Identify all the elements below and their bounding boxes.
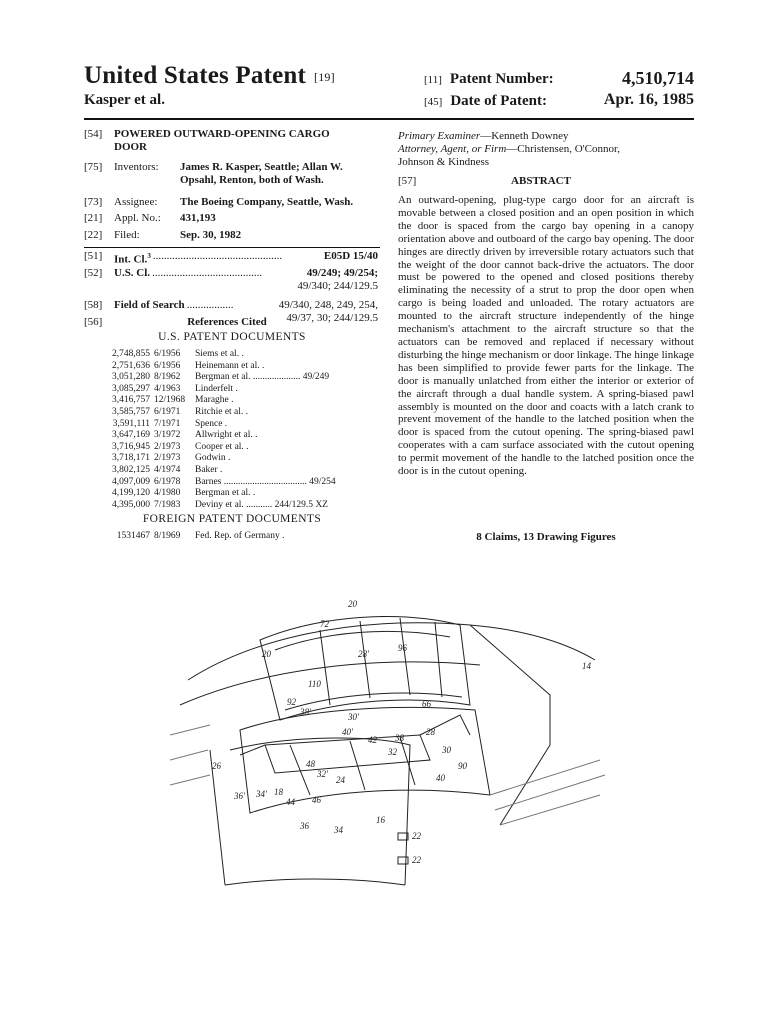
ref-numeral: 32 (388, 747, 397, 757)
ref-numeral: 38 (395, 733, 404, 743)
ref-numeral: 66 (422, 699, 431, 709)
reference-row (106, 442, 378, 454)
attorney: Attorney, Agent, or Firm—Christensen, O'Connor, (398, 143, 620, 155)
ref-numeral: 30' (348, 712, 359, 722)
ref-numeral: 42 (368, 735, 377, 745)
claims-count: 8 Claims, 13 Drawing Figures (476, 531, 616, 543)
examiner-block (398, 130, 694, 169)
attorney-continued: Johnson & Kindness (398, 156, 490, 168)
ref-numeral: 20 (348, 599, 357, 609)
ref-numeral: 72 (320, 619, 329, 629)
reference-name: Ritchie et al. . (195, 406, 249, 417)
reference-row (106, 395, 378, 407)
ref-numeral: 30 (442, 745, 451, 755)
patent-number: 4,510,714 (622, 68, 694, 88)
us-patent-documents-heading: U.S. PATENT DOCUMENTS (158, 331, 306, 343)
country-code: [19] (314, 70, 335, 84)
reference-name: Heinemann et al. . (195, 360, 265, 371)
reference-date: 4/1963 (154, 383, 181, 394)
reference-date: 4/1974 (154, 464, 181, 475)
reference-row (106, 384, 378, 396)
references-heading: [56] References Cited (84, 316, 267, 328)
fuselage-outline-mid (180, 662, 480, 705)
reference-number: 2,751,636 (112, 360, 150, 371)
reference-number: 2,748,855 (112, 349, 150, 359)
reference-date: 6/1978 (154, 476, 181, 487)
ref-numeral: 26 (212, 761, 221, 771)
ref-numeral: 28' (358, 649, 369, 659)
reference-number: 3,802,125 (112, 464, 150, 475)
reference-row (106, 419, 378, 431)
date-of-patent-label: [45] Date of Patent: (424, 93, 547, 109)
reference-number: 3,585,757 (112, 406, 150, 417)
appl-no-field: [21] Appl. No.: 431,193 (84, 212, 216, 224)
reference-number: 3,591,111 (112, 418, 150, 429)
search-continued: 49/37, 30; 244/129.5 (286, 311, 378, 324)
reference-row (106, 531, 378, 543)
ref-numeral: 90 (458, 761, 467, 771)
abstract-text: An outward-opening, plug-type cargo door for an aircraft is movable between a closed position and an open position in which the door is spaced from the cargo bay opening in a canopy orientation above and outboard of the cargo bay opening. The door hinges are directly driven by irreversible rotary actuators such that the weight of the door cannot back-drive the actuators. The door must be powered to the opened and closed positions thereby eliminating the necessity of a strut to prop the door open when cargo is being loaded and unloaded. The rotary actuators are mounted to the aircraft structure independently of the hinge mechanism's attachment to the aircraft structure so that the actuators can be removed and replaced if necessary without disturbing the hinge mechanism or door linkage. The hinge linkage has been simplified to provide fewer parts for the linkage. The door is manually unlatched from either the interior or exterior of the aircraft through a dual handle system. A spring-biased pawl assembly is mounted on the door and coacts with a latch crank to prevent movement of the handle to the latched position when the door is spaced from the cutout opening. The spring-biased pawl cooperates with a cam surface associated with the cutout opening to permit movement of the handle to the latched position once the door is in the cutout opening. (398, 194, 694, 478)
reference-date: 8/1969 (154, 531, 181, 541)
reference-row (106, 453, 378, 465)
reference-name: Bergman et al. .................... 49/249 (195, 372, 330, 383)
ref-numeral: 34' (256, 789, 267, 799)
reference-name: Barnes ................................... 49/254 (195, 476, 336, 487)
reference-row (106, 372, 378, 384)
reference-number: 3,718,171 (112, 453, 150, 464)
reference-number: 3,647,169 (112, 430, 150, 441)
foreign-patent-documents-heading: FOREIGN PATENT DOCUMENTS (142, 513, 322, 525)
reference-row (106, 349, 378, 361)
ref-numeral: 22 (412, 855, 421, 865)
reference-date: 7/1983 (154, 499, 181, 510)
ref-numeral: 40' (342, 727, 353, 737)
reference-date: 6/1956 (154, 349, 181, 359)
patent-drawing-figure (170, 585, 610, 895)
fuselage-outline-right (470, 625, 550, 825)
ref-numeral: 16 (376, 815, 385, 825)
reference-row (106, 488, 378, 500)
reference-number: 3,716,945 (112, 441, 150, 452)
reference-number: 1531467 (116, 531, 150, 541)
ref-numeral: 96 (398, 643, 407, 653)
ref-numeral: 20 (262, 649, 271, 659)
reference-row (106, 500, 378, 512)
int-cl-field: [51] Int. Cl.$^3$ ............................................... E05D 15/40 (84, 250, 378, 266)
reference-number: 3,051,280 (112, 372, 150, 383)
ref-numeral: 36 (300, 821, 309, 831)
reference-row (106, 465, 378, 477)
reference-row (106, 430, 378, 442)
abstract-heading: [57] ABSTRACT (398, 175, 571, 187)
ref-numeral: 22 (412, 831, 421, 841)
title-field: [54] POWERED OUTWARD-OPENING CARGO DOOR (84, 128, 330, 153)
ref-numeral: 18 (274, 787, 283, 797)
reference-name: Linderfelt . (195, 383, 238, 394)
ref-numeral: 14 (582, 661, 591, 671)
reference-number: 3,416,757 (112, 395, 150, 406)
header-rule (84, 118, 694, 120)
reference-date: 8/1962 (154, 372, 181, 383)
reference-name: Maraghe . (195, 395, 234, 406)
reference-date: 12/1968 (154, 395, 186, 406)
ref-numeral: 32' (317, 769, 328, 779)
ref-numeral: 24 (336, 775, 345, 785)
reference-date: 4/1980 (154, 488, 181, 499)
bibliographic-data (84, 128, 380, 242)
reference-row (106, 477, 378, 489)
patent-country-title: United States Patent [19] (84, 62, 335, 89)
reference-name: Godwin . (195, 453, 231, 464)
reference-name: Cooper et al. . (195, 441, 249, 452)
ref-numeral: 34 (334, 825, 343, 835)
ref-numeral: 28 (426, 727, 435, 737)
inventors-field: [75] Inventors: James R. Kasper, Seattle; Allan W. Opsahl, Renton, both of Wash. (84, 161, 343, 186)
us-cl-continued: 49/340; 244/129.5 (297, 279, 378, 292)
ref-numeral: 48 (306, 759, 315, 769)
assignee-field: [73] Assignee: The Boeing Company, Seattle, Wash. (84, 196, 354, 208)
reference-number: 4,395,000 (112, 499, 150, 510)
bib-divider (84, 247, 380, 248)
reference-number: 3,085,297 (112, 383, 150, 394)
cargo-cutout (240, 707, 490, 813)
ref-numeral: 46 (312, 795, 321, 805)
foreign-references-list (106, 531, 378, 543)
reference-name: Allwright et al. . (195, 430, 258, 441)
field-of-search: [58] Field of Search ................. 49/340, 248, 249, 254, (84, 298, 378, 311)
reference-name: Siems et al. . (195, 349, 244, 359)
date-of-patent: Apr. 16, 1985 (603, 91, 694, 108)
ref-numeral: 40 (436, 773, 445, 783)
ref-numeral: 92 (287, 697, 296, 707)
ref-numeral: 36' (234, 791, 245, 801)
us-references-list (106, 349, 378, 511)
reference-date: 7/1971 (154, 418, 181, 429)
classification-data (84, 250, 378, 325)
inventors-short: Kasper et al. (84, 92, 165, 108)
us-cl-field: [52] U.S. Cl. ........................................ 49/249; 49/254; (84, 266, 378, 279)
reference-name: Baker . (195, 464, 223, 475)
reference-date: 6/1971 (154, 406, 181, 417)
ref-numeral: 38' (300, 707, 311, 717)
patent-number-label: [11] Patent Number: (424, 71, 554, 87)
reference-name: Bergman et al. . (195, 488, 256, 499)
reference-row (106, 407, 378, 419)
reference-number: 4,097,009 (112, 476, 150, 487)
reference-date: 2/1973 (154, 453, 181, 464)
reference-name: Fed. Rep. of Germany . (195, 531, 285, 541)
reference-row (106, 361, 378, 373)
reference-date: 2/1973 (154, 441, 181, 452)
reference-date: 3/1972 (154, 430, 181, 441)
primary-examiner: Primary Examiner—Kenneth Downey (398, 130, 569, 142)
reference-number: 4,199,120 (112, 488, 150, 499)
reference-name: Deviny et al. ........... 244/129.5 XZ (195, 499, 328, 510)
ref-numeral: 110 (308, 679, 321, 689)
reference-date: 6/1956 (154, 360, 181, 371)
reference-name: Spence . (195, 418, 228, 429)
ref-numeral: 44 (286, 797, 295, 807)
filed-field: [22] Filed: Sep. 30, 1982 (84, 229, 242, 241)
